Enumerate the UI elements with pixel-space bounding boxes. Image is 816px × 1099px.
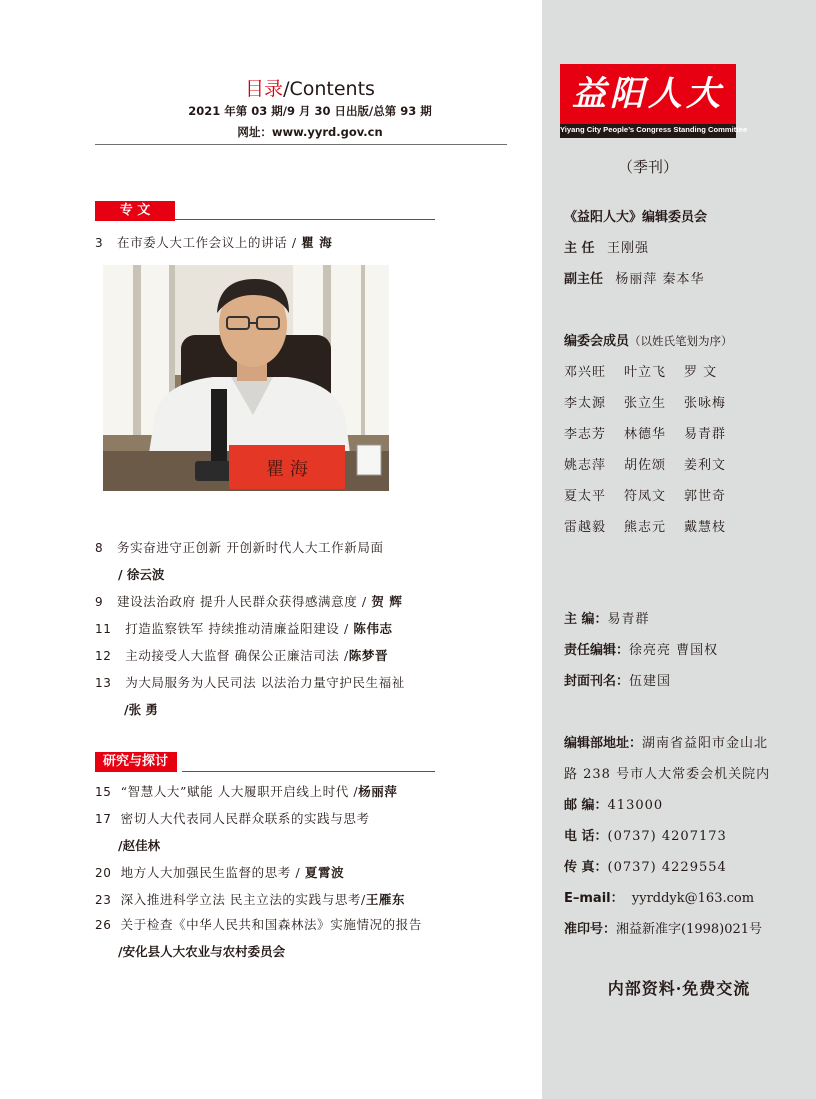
member-name: 夏太平 [564,489,607,504]
member-name: 符凤文 [624,489,667,504]
page-number: 26 [95,918,112,932]
entry-author: / 徐云波 [118,567,165,582]
toc-entry[interactable] [95,891,405,909]
website-info: 网址：www.yyrd.gov.cn [237,125,383,139]
entry-title: 打造监察铁军 持续推动清廉益阳建设 / [125,621,354,636]
member-name: 叶立飞 [624,365,667,380]
nameplate-text: 瞿 海 [266,459,308,480]
members-note: （以姓氏笔划为序） [629,334,733,348]
address-value-2: 路 238 号市人大常委会机关院内 [564,767,771,782]
member-row [564,392,744,411]
toc-entry[interactable] [95,864,344,882]
member-name: 张咏梅 [684,396,727,411]
section-tag-special: 专 文 [95,201,175,221]
member-name: 郭世奇 [684,489,727,504]
address-value-1: 湖南省益阳市金山北 [642,736,769,751]
entry-author: /安化县人大农业与农村委员会 [118,944,286,959]
director-value: 王刚强 [606,241,649,256]
entry-title: 关于检查《中华人民共和国森林法》实施情况的报告 [120,917,422,932]
toc-entry[interactable] [95,916,422,934]
members-header [564,330,733,349]
toc-entry[interactable] [95,647,388,665]
toc-title-cn: 目录 [245,78,284,100]
phone-label: 电 话： [564,829,608,844]
postcode-label: 邮 编： [564,798,608,813]
cover-title-label: 封面刊名： [564,674,630,689]
entry-author: 贺 辉 [371,594,403,609]
toc-entry[interactable] [95,810,370,828]
issue-info: 2021 年第 03 期/9 月 30 日出版/总第 93 期 [188,104,432,118]
member-name: 邓兴旺 [564,365,607,380]
entry-title: 为大局服务为人民司法 以法治力量守护民生福祉 [125,675,405,690]
member-name: 戴慧枝 [684,520,727,535]
member-row [564,454,744,473]
page-number: 15 [95,785,112,799]
member-name: 胡佐颂 [624,458,667,473]
entry-author: 夏霄波 [304,865,345,880]
cover-title-row [564,670,671,689]
member-name: 李太源 [564,396,607,411]
entry-author: /张 勇 [124,702,158,717]
email-row [564,887,754,906]
fax-row [564,856,727,875]
fax-label: 传 真： [564,860,608,875]
committee-title: 《益阳人大》编辑委员会 [564,210,708,225]
resp-editor-label: 责任编辑： [564,643,630,658]
director-row [564,237,649,256]
postcode-value: 413000 [607,798,664,813]
header-divider [95,144,507,145]
vice-director-row [564,268,705,287]
toc-entry[interactable] [95,783,398,801]
permit-label: 准印号： [564,922,617,937]
page-number: 9 [95,595,104,609]
page-number: 3 [95,236,104,250]
quarterly-label: （季刊） [617,158,678,176]
footer-note: 内部资料·免费交流 [607,979,751,998]
address-row [564,732,768,751]
vice-director-label: 副主任 [564,272,604,287]
email-value[interactable]: yyrddyk@163.com [631,891,755,906]
cover-title-value: 伍建国 [629,674,672,689]
member-name: 罗 文 [684,365,718,380]
entry-title: 地方人大加强民生监督的思考 / [120,865,305,880]
toc-entry[interactable] [95,539,384,557]
member-name: 熊志元 [624,520,667,535]
entry-title: 建设法治政府 提升人民群众获得感满意度 / [116,594,372,609]
speaker-photo [103,265,389,491]
entry-author: 王雁东 [365,892,406,907]
member-name: 雷越毅 [564,520,607,535]
entry-title: “智慧人大”赋能 人大履职开启线上时代 / [120,784,359,799]
page-number: 12 [95,649,112,663]
phone-row [564,825,727,844]
toc-entry[interactable] [95,620,393,638]
toc-title-en: /Contents [283,78,375,100]
entry-author: 陈伟志 [353,621,393,636]
entry-title: 主动接受人大监督 确保公正廉洁司法 / [125,648,349,663]
page-number: 17 [95,812,112,826]
toc-entry[interactable] [95,674,405,692]
chief-editor-value: 易青群 [607,612,650,627]
member-name: 姚志萍 [564,458,607,473]
entry-author: 陈梦晋 [348,648,389,663]
page-number: 13 [95,676,112,690]
vice-director-value: 杨丽萍 秦本华 [615,272,705,287]
logo-subtitle: Yiyang City People’s Congress Standing Committee [560,125,748,134]
toc-entry[interactable] [95,593,402,611]
member-row [564,423,744,442]
member-name: 易青群 [684,427,727,442]
page-number: 8 [95,541,104,555]
page-number: 23 [95,893,112,907]
entry-author: /赵佳林 [118,838,161,853]
member-row [564,361,744,380]
entry-title: 务实奋进守正创新 开创新时代人大工作新局面 [116,540,384,555]
resp-editor-row [564,639,718,658]
postcode-row [564,794,663,813]
entry-author: 瞿 海 [301,235,333,250]
toc-title [0,74,620,101]
toc-entry[interactable] [95,234,332,252]
member-row [564,516,744,535]
page-number: 11 [95,622,112,636]
entry-title: 密切人大代表同人民群众联系的实践与思考 [120,811,370,826]
member-name: 李志芳 [564,427,607,442]
resp-editor-value: 徐亮亮 曹国权 [629,643,719,658]
member-name: 林德华 [624,427,667,442]
member-row [564,485,744,504]
member-name: 姜利文 [684,458,727,473]
section-tag-research: 研究与探讨 [95,752,177,772]
phone-value: (0737) 4207173 [607,829,727,844]
members-label: 编委会成员 [564,334,630,349]
chief-editor-row [564,608,650,627]
entry-title: 深入推进科学立法 民主立法的实践与思考/ [120,892,366,907]
logo-title: 益阳人大 [572,74,724,114]
permit-row [564,918,762,937]
entry-author: 杨丽萍 [358,784,398,799]
section-rule-research [182,771,435,772]
permit-value: 湘益新准字(1998)021号 [616,922,763,937]
section-rule-special [175,219,435,220]
chief-editor-label: 主 编： [564,612,608,627]
fax-value: (0737) 4229554 [607,860,727,875]
member-name: 张立生 [624,396,667,411]
email-label: E–mail： [564,891,624,906]
address-row-2 [564,763,770,782]
director-label: 主 任 [564,241,595,256]
address-label: 编辑部地址： [564,736,643,751]
entry-title: 在市委人大工作会议上的讲话 / [116,235,302,250]
page-number: 20 [95,866,112,880]
